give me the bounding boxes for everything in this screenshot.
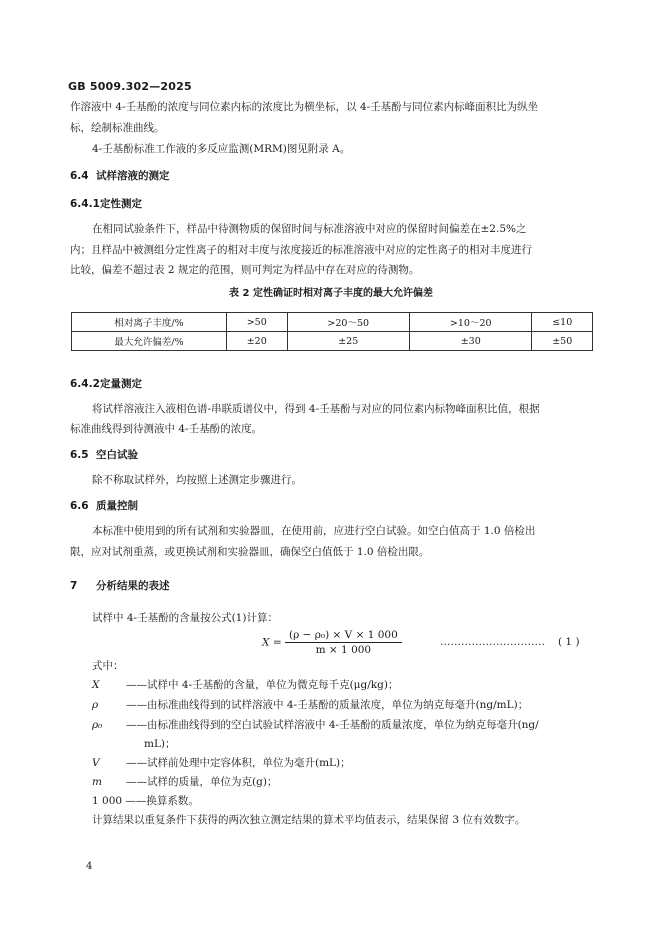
variable-description: ——试样的质量，单位为克(g)；	[126, 776, 278, 788]
table-title: 表 2 定性确证时相对离子丰度的最大允许偏差	[229, 288, 433, 299]
quality-control-line-2: 限，应对试剂重蒸，或更换试剂和实验器皿，确保空白值低于 1.0 倍检出限。	[70, 546, 430, 558]
formula-numerator: (ρ − ρ₀) × V × 1 000	[285, 628, 402, 643]
variable-symbol: ρ₀	[92, 719, 103, 731]
where-label: 式中：	[92, 660, 124, 672]
section-heading-6-6	[70, 498, 138, 513]
variable-description: ——试样前处理中定容体积，单位为毫升(mL)；	[126, 757, 351, 769]
quantitative-line-1: 将试样溶液注入液相色谱-串联质谱仪中，得到 4-壬基酚与对应的同位素内标物峰面积比值，根据	[92, 403, 540, 415]
formula-lhs: X =	[262, 636, 282, 649]
tolerance-table	[71, 312, 593, 351]
section-heading-7	[70, 578, 170, 593]
intro-line-3: 4-壬基酚标准工作液的多反应监测(MRM)图见附录 A。	[92, 143, 351, 155]
section-number: 6.4.1	[70, 198, 100, 210]
variable-symbol: V	[92, 757, 100, 769]
formula-leader-dots: …………………………	[440, 636, 545, 648]
section-title: 质量控制	[96, 500, 138, 512]
conversion-factor-line: 1 000 ——换算系数。	[92, 795, 199, 807]
table-row	[72, 332, 593, 351]
section-heading-6-4	[70, 168, 170, 183]
quality-control-line-1: 本标准中使用到的所有试剂和实验器皿，在使用前，应进行空白试验。如空白值高于 1.0 倍检出	[92, 525, 536, 537]
table-cell: ±30	[409, 332, 531, 351]
intro-line-1: 作溶液中 4-壬基酚的浓度与同位素内标的浓度比为横坐标，以 4-壬基酚与同位素内标峰面积比为纵坐	[70, 101, 539, 113]
formula-1	[262, 628, 402, 657]
section-title: 分析结果的表述	[96, 580, 170, 592]
table-row	[72, 313, 593, 332]
variable-description: ——由标准曲线得到的空白试验试样溶液中 4-壬基酚的质量浓度，单位为纳克每毫升(ng/	[126, 719, 539, 731]
table-cell: 最大允许偏差/%	[72, 332, 227, 351]
table-cell: >20～50	[287, 313, 409, 332]
section-number: 7	[70, 580, 78, 592]
table-cell: ±20	[227, 332, 288, 351]
section-title: 试样溶液的测定	[96, 170, 170, 182]
section-number: 6.5	[70, 449, 89, 461]
formula-intro: 试样中 4-壬基酚的含量按公式(1)计算：	[92, 612, 278, 624]
formula-number: ( 1 )	[558, 636, 580, 648]
qualitative-line-2: 内；且样品中被测组分定性离子的相对丰度与浓度接近的标准溶液中对应的定性离子的相对丰度进行	[70, 244, 532, 256]
blank-test-line-1: 除不称取试样外，均按照上述测定步骤进行。	[92, 474, 302, 486]
variable-symbol: ρ	[92, 699, 99, 711]
section-number: 6.4	[70, 170, 89, 182]
table-cell: ≤10	[532, 313, 593, 332]
section-title: 定性测定	[100, 198, 142, 210]
standard-code: GB 5009.302—2025	[68, 80, 192, 93]
table-cell: ±50	[532, 332, 593, 351]
variable-definition	[92, 716, 539, 735]
variable-definition	[92, 754, 351, 773]
formula-denominator: m × 1 000	[315, 644, 372, 656]
table-cell: >50	[227, 313, 288, 332]
variable-definition	[92, 773, 277, 792]
section-heading-6-4-2	[70, 376, 142, 391]
section-heading-6-5	[70, 447, 138, 462]
intro-line-2: 标，绘制标准曲线。	[70, 122, 165, 134]
variable-description: ——试样中 4-壬基酚的含量，单位为微克每千克(μg/kg)；	[126, 679, 399, 691]
result-expression-line: 计算结果以重复条件下获得的两次独立测定结果的算术平均值表示，结果保留 3 位有效数字。	[92, 814, 526, 826]
variable-symbol: m	[92, 776, 102, 788]
variable-symbol: X	[92, 679, 100, 691]
qualitative-line-1: 在相同试验条件下，样品中待测物质的保留时间与标准溶液中对应的保留时间偏差在±2.5%之	[92, 223, 527, 235]
section-number: 6.6	[70, 500, 89, 512]
variable-description-continued: mL)；	[144, 738, 176, 750]
section-title: 定量测定	[100, 378, 142, 390]
table-cell: >10～20	[409, 313, 531, 332]
variable-definition	[92, 676, 398, 695]
section-heading-6-4-1	[70, 196, 142, 211]
section-number: 6.4.2	[70, 378, 100, 390]
page-number: 4	[86, 861, 93, 872]
variable-description: ——由标准曲线得到的试样溶液中 4-壬基酚的质量浓度，单位为纳克每毫升(ng/mL)；	[126, 699, 529, 711]
qualitative-line-3: 比较，偏差不超过表 2 规定的范围，则可判定为样品中存在对应的待测物。	[70, 264, 420, 276]
table-cell: 相对离子丰度/%	[72, 313, 227, 332]
table-cell: ±25	[287, 332, 409, 351]
formula-fraction	[285, 628, 402, 657]
section-title: 空白试验	[96, 449, 138, 461]
quantitative-line-2: 标准曲线得到待测液中 4-壬基酚的浓度。	[70, 423, 263, 435]
variable-definition	[92, 696, 528, 715]
